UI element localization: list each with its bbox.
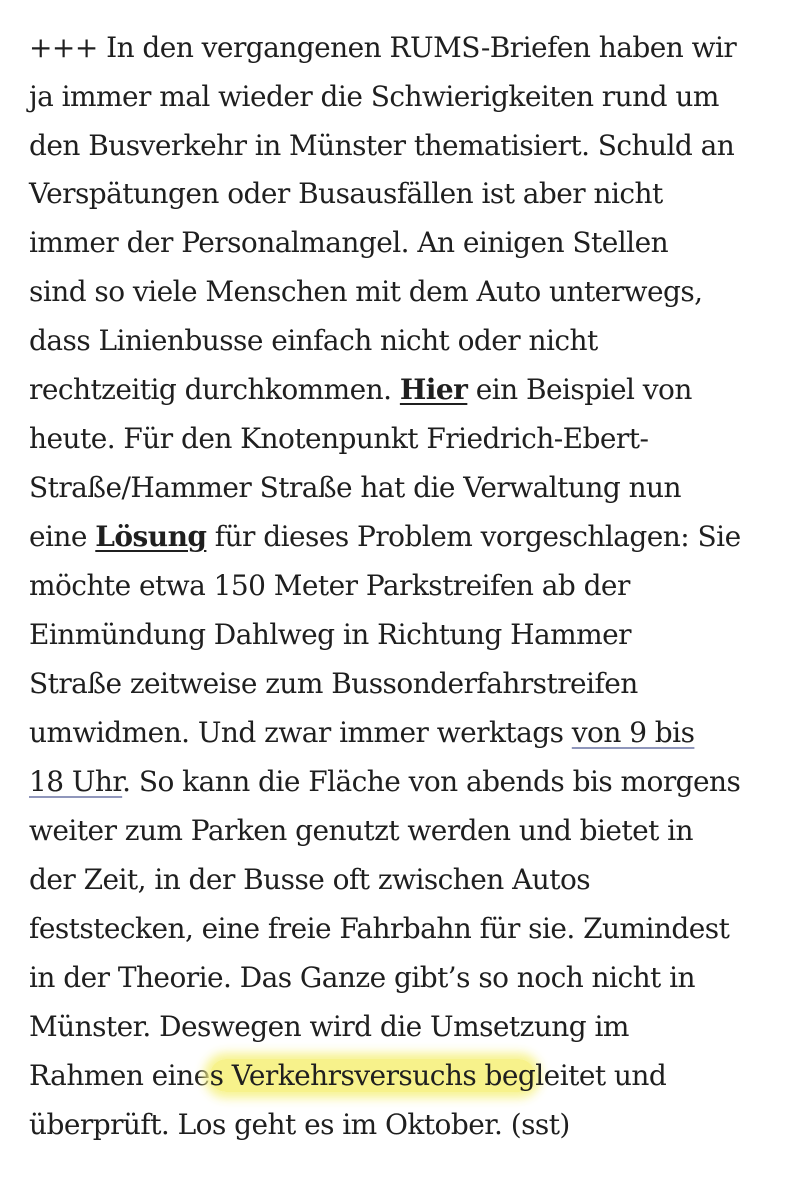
text-line [29, 711, 694, 755]
text-segment: ein Beispiel von [467, 373, 692, 406]
text-line: der Zeit, in der Busse oft zwischen Autos [29, 863, 591, 896]
text-line: Straße/Hammer Straße hat die Verwaltung nun [29, 471, 682, 504]
text-line: überprüft. Los geht es im Oktober. (sst) [29, 1108, 570, 1141]
text-line: heute. Für den Knotenpunkt Friedrich-Ebert- [29, 422, 649, 455]
text-line: in der Theorie. Das Ganze gibt’s so noch nicht in [29, 961, 695, 994]
text-line: immer der Personalmangel. An einigen Stellen [29, 226, 669, 259]
text-line: dass Linienbusse einfach nicht oder nicht [29, 324, 598, 357]
text-line: möchte etwa 150 Meter Parkstreifen ab der [29, 569, 630, 602]
time-link[interactable]: von 9 bis [571, 716, 695, 749]
text-segment: für dieses Problem vorgeschlagen: Sie [206, 520, 741, 553]
text-line: +++ In den vergangenen RUMS-Briefen haben wir [29, 31, 737, 64]
text-line: weiter zum Parken genutzt werden und bietet in [29, 814, 694, 847]
text-line: Straße zeitweise zum Bussonderfahrstreifen [29, 667, 638, 700]
text-line [29, 515, 741, 559]
text-line: Einmündung Dahlweg in Richtung Hammer [29, 618, 631, 651]
text-line [29, 760, 740, 804]
text-segment: leitet und [535, 1059, 667, 1092]
text-line: feststecken, eine freie Fahrbahn für sie. Zumindest [29, 912, 730, 945]
text-highlight: s Verkehrsversuchs beg [209, 1059, 536, 1092]
hier-link[interactable]: Hier [399, 373, 468, 406]
text-segment: umwidmen. Und zwar immer werktags [29, 716, 572, 749]
text-segment: . So kann die Fläche von abends bis morgens [122, 765, 741, 798]
text-line: ja immer mal wieder die Schwierigkeiten rund um [29, 80, 719, 113]
text-segment: eine [29, 520, 96, 553]
text-line [29, 1054, 666, 1098]
loesung-link[interactable]: Lösung [95, 520, 207, 553]
text-line [29, 368, 692, 412]
text-line: den Busverkehr in Münster thematisiert. Schuld an [29, 129, 735, 162]
text-segment: rechtzeitig durchkommen. [29, 373, 400, 406]
text-line: Münster. Deswegen wird die Umsetzung im [29, 1010, 629, 1043]
text-line: Verspätungen oder Busausfällen ist aber nicht [29, 177, 663, 210]
time-link-continued[interactable]: 18 Uhr [29, 765, 123, 798]
text-segment: Rahmen eine [29, 1059, 210, 1092]
text-line: sind so viele Menschen mit dem Auto unterwegs, [29, 275, 703, 308]
